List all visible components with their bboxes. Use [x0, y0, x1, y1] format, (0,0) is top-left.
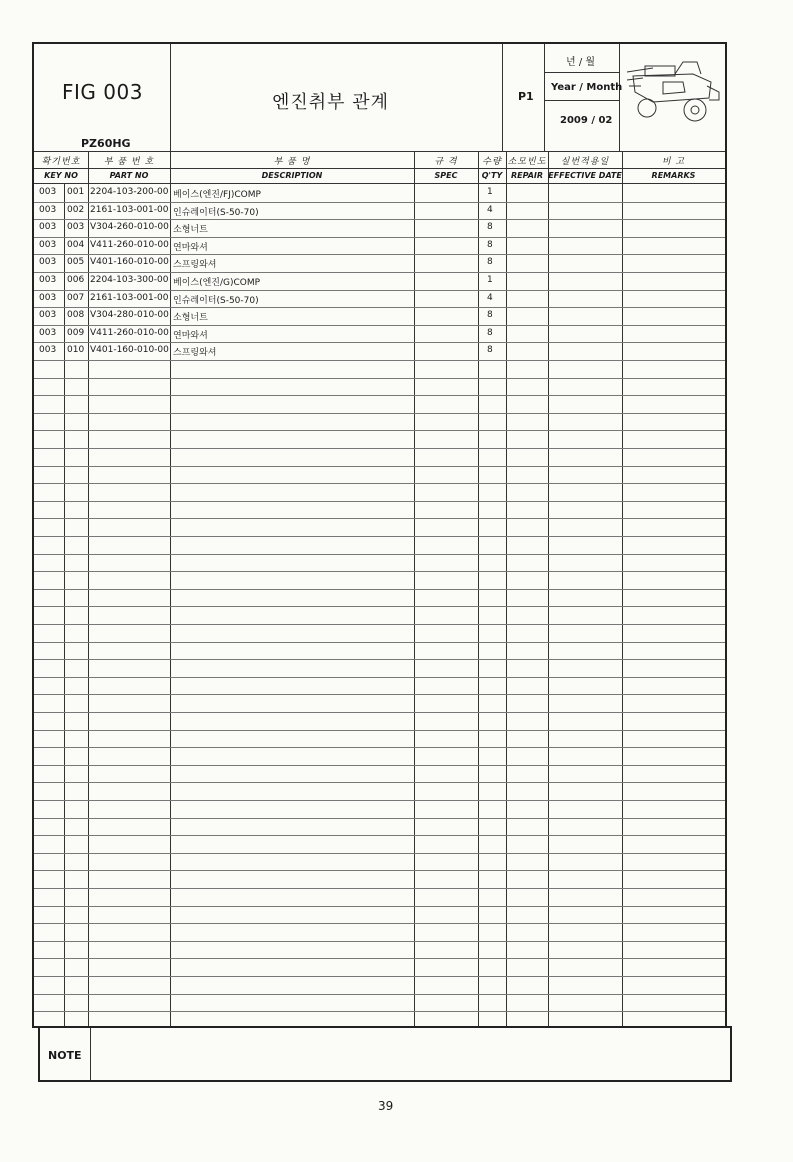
key-cell: 001	[67, 187, 85, 197]
qty-cell: 4	[487, 292, 493, 303]
year-month-value: 2009 / 02	[560, 115, 613, 126]
key-cell: 009	[67, 327, 85, 338]
col-header-eff-en: EFFECTIVE DATE	[548, 171, 622, 180]
col-header-rem-en: REMARKS	[651, 171, 696, 180]
table-row	[34, 202, 725, 220]
description-cell: 스프링와셔	[173, 260, 217, 271]
part-no-cell: V304-280-010-00	[90, 310, 169, 321]
fig-cell: 003	[39, 327, 57, 338]
qty-cell: 4	[487, 204, 493, 215]
part-no-cell: V401-160-010-00	[90, 257, 169, 268]
fig-cell: 003	[39, 345, 57, 356]
col-header-spec-en: SPEC	[434, 171, 458, 180]
part-no-cell: V304-260-010-00	[90, 222, 169, 233]
part-no-cell: V401-160-010-00	[90, 345, 169, 356]
col-header-key-en: KEY NO	[44, 171, 78, 180]
col-header-repair-en: REPAIR	[510, 171, 544, 180]
rice-transplanter-illustration	[623, 52, 721, 124]
fig-cell: 003	[39, 222, 57, 233]
col-header-part-ko: 부 품 번 호	[103, 157, 155, 167]
table-row	[34, 307, 725, 325]
col-header-spec-ko: 규 격	[434, 157, 458, 167]
col-header-eff-ko: 실번적용일	[560, 157, 610, 167]
fig-cell: 003	[39, 239, 57, 250]
part-no-cell: 2204-103-300-00	[90, 275, 169, 285]
description-cell: 소형너트	[173, 313, 208, 324]
qty-cell: 8	[487, 239, 493, 250]
part-no-cell: 2161-103-001-00	[90, 204, 169, 215]
col-header-desc-en: DESCRIPTION	[261, 171, 323, 180]
fig-number: FIG 003	[62, 80, 143, 104]
key-cell: 004	[67, 239, 85, 250]
qty-cell: 8	[487, 327, 493, 338]
col-header-part-en: PART NO	[109, 171, 149, 180]
col-header-rem-ko: 비 고	[661, 157, 686, 167]
description-cell: 베이스(엔진/G)COMP	[173, 278, 261, 288]
year-month-label-ko: 년 / 월	[566, 57, 596, 68]
fig-cell: 003	[39, 204, 57, 215]
description-cell: 베이스(엔진/FJ)COMP	[173, 190, 261, 200]
key-cell: 002	[67, 204, 85, 215]
table-row	[34, 237, 725, 255]
description-cell: 인슈레이터(S-50-70)	[173, 295, 259, 306]
qty-cell: 8	[487, 310, 493, 321]
description-cell: 연마와셔	[173, 330, 208, 341]
table-row	[34, 290, 725, 308]
year-month-label-en: Year / Month	[551, 82, 623, 93]
page-code: P1	[518, 90, 534, 103]
page-number: 39	[378, 1099, 394, 1113]
part-no-cell: 2161-103-001-00	[90, 292, 169, 303]
key-cell: 008	[67, 310, 85, 321]
description-cell: 스프링와셔	[173, 348, 217, 359]
table-row	[34, 254, 725, 272]
qty-cell: 8	[487, 257, 493, 268]
note-label: NOTE	[48, 1049, 82, 1062]
fig-cell: 003	[39, 257, 57, 268]
column-header	[34, 152, 725, 184]
note-box	[38, 1026, 732, 1082]
qty-cell: 1	[487, 187, 493, 197]
key-cell: 010	[67, 345, 85, 356]
key-cell: 003	[67, 222, 85, 233]
table-row	[34, 325, 725, 343]
col-header-qty-en: Q'TY	[481, 171, 503, 180]
col-header-qty-ko: 수량	[482, 157, 502, 167]
page-title: 엔진취부 관계	[272, 92, 390, 113]
col-header-repair-ko: 소모빈도	[507, 157, 547, 167]
description-cell: 인슈레이터(S-50-70)	[173, 207, 259, 218]
qty-cell: 8	[487, 345, 493, 356]
key-cell: 006	[67, 275, 85, 285]
fig-cell: 003	[39, 187, 57, 197]
key-cell: 005	[67, 257, 85, 268]
parts-table	[34, 184, 725, 1027]
qty-cell: 1	[487, 275, 493, 285]
table-row	[34, 219, 725, 237]
model-name: PZ60HG	[81, 137, 131, 150]
key-cell: 007	[67, 292, 85, 303]
table-row	[34, 342, 725, 360]
col-header-key-ko: 확기번호	[41, 157, 81, 167]
header-block	[34, 44, 725, 152]
table-row	[34, 184, 725, 202]
description-cell: 소형너트	[173, 225, 208, 236]
table-row	[34, 272, 725, 290]
qty-cell: 8	[487, 222, 493, 233]
part-no-cell: V411-260-010-00	[90, 327, 169, 338]
fig-cell: 003	[39, 275, 57, 285]
part-no-cell: 2204-103-200-00	[90, 187, 169, 197]
fig-cell: 003	[39, 292, 57, 303]
col-header-desc-ko: 부 품 명	[273, 157, 311, 167]
part-no-cell: V411-260-010-00	[90, 239, 169, 250]
catalog-frame	[32, 42, 727, 1028]
description-cell: 연마와셔	[173, 242, 208, 253]
fig-cell: 003	[39, 310, 57, 321]
